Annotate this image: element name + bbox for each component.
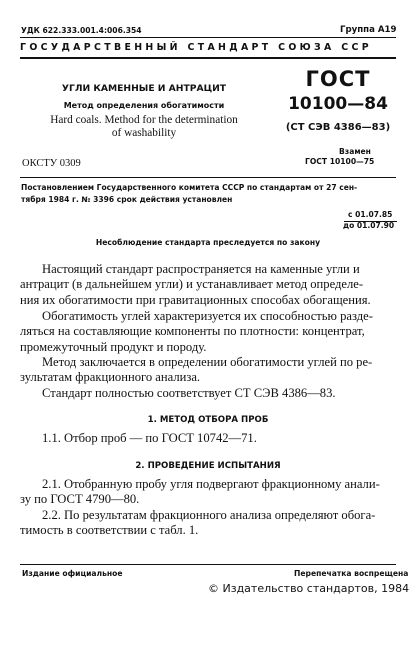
publisher-copyright: © Издательство стандартов, 1984 [208, 582, 410, 595]
footer-rule [20, 564, 396, 565]
decree-line1: Постановлением Государственного комитета СССР по стандартам от 27 сен- [21, 183, 358, 192]
state-standard-banner: ГОСУДАРСТВЕННЫЙ СТАНДАРТ СОЮЗА ССР [20, 42, 372, 53]
group-code: Группа А19 [340, 25, 397, 35]
gost-label: ГОСТ [305, 67, 371, 91]
okstu-code: ОКСТУ 0309 [22, 158, 81, 169]
paragraph-washability: Обогатимость углей характеризуется их способностью разде- ляться на составляющие компоненты по плотности: концентрат, промежуточный продукт и породу. [20, 309, 373, 354]
title-block-rule [20, 177, 396, 178]
header-rule-bottom [20, 57, 396, 59]
section-2-heading: 2. ПРОВЕДЕНИЕ ИСПЫТАНИЯ [135, 461, 281, 471]
reprint-forbidden: Перепечатка воспрещена [294, 569, 409, 578]
header-rule-top [20, 37, 396, 38]
section-1-heading: 1. МЕТОД ОТБОРА ПРОБ [147, 415, 269, 425]
legal-warning: Несоблюдение стандарта преследуется по закону [95, 238, 321, 247]
effective-from: с 01.07.85 [348, 210, 393, 219]
effective-to: до 01.07.90 [343, 221, 395, 230]
decree-line2: тября 1984 г. № 3396 срок действия установлен [21, 195, 233, 204]
clause-2-1: 2.1. Отобранную пробу угля подвергают фракционному анали- зу по ГОСТ 4790—80. [20, 477, 380, 507]
paragraph-conformity: Стандарт полностью соответствует СТ СЭВ 4386—83. [42, 386, 336, 400]
english-title-line1: Hard coals. Method for the determination [50, 114, 238, 126]
official-edition: Издание официальное [22, 569, 123, 578]
replaced-label: Взамен [339, 147, 371, 156]
clause-2-2: 2.2. По результатам фракционного анализа определяют обога- тимость в соответствии с табл. 1. [20, 508, 376, 538]
standard-subtitle: Метод определения обогатимости [63, 101, 225, 110]
st-sev-reference: (СТ СЭВ 4386—83) [285, 122, 391, 133]
paragraph-method: Метод заключается в определении обогатимости углей по ре- зультатам фракционного анализа. [20, 355, 373, 385]
standard-title: УГЛИ КАМЕННЫЕ И АНТРАЦИТ [61, 83, 227, 94]
gost-number: 10100—84 [288, 94, 388, 114]
intro-paragraph: Настоящий стандарт распространяется на каменные угли и антрацит (в дальнейшем угли) и устанавливает метод определе- ния их обогатимости при гравитационных способах обогащения. [20, 262, 371, 307]
english-title-line2: of washability [111, 127, 177, 139]
replaced-standard: ГОСТ 10100—75 [305, 157, 375, 166]
udk-code: УДК 622.333.001.4:006.354 [21, 26, 142, 35]
clause-1-1: 1.1. Отбор проб — по ГОСТ 10742—71. [42, 431, 257, 445]
